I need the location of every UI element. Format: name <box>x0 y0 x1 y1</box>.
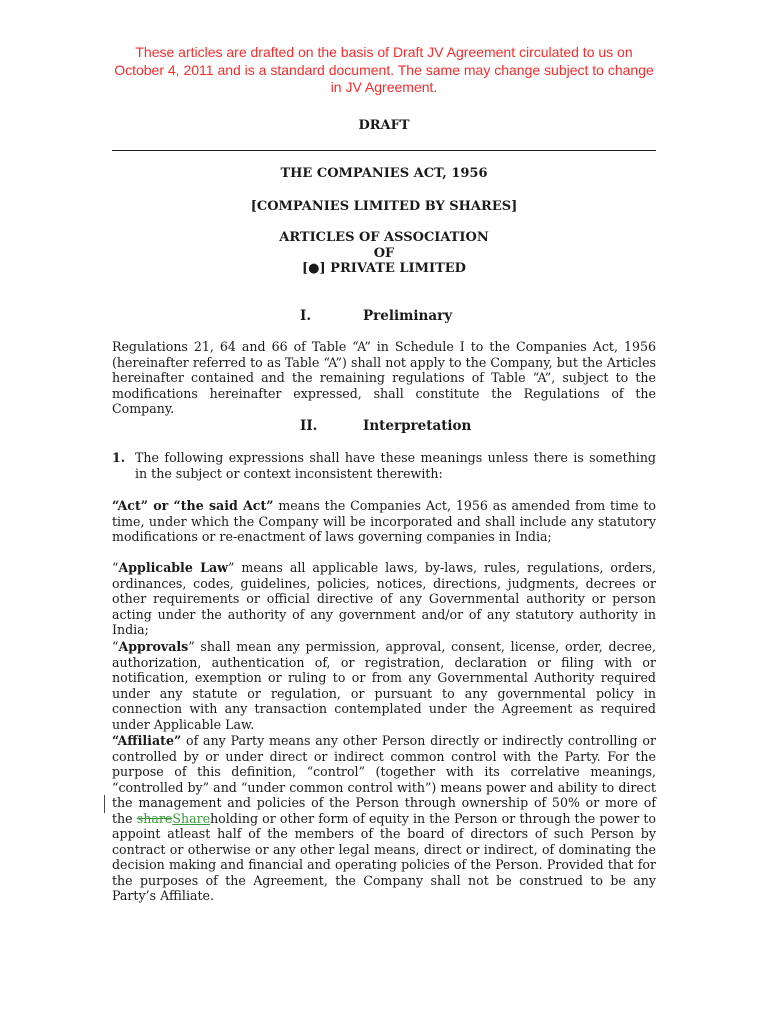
definition-applicable-law <box>112 560 656 638</box>
clause-number: 1. <box>112 450 126 465</box>
act-title: THE COMPANIES ACT, 1956 <box>280 166 488 181</box>
definition-text: ” means all applicable laws, by-laws, rules, regulations, orders, ordinances, codes, guidelines, policies, notices, directions, judgments, decrees or other requirements or official directive of any Governmental authority or person acting under the authority of any government and/or of any statutory authority in India; <box>112 560 657 637</box>
draft-note: These articles are drafted on the basis of Draft JV Agreement circulated to us on October 4, 2011 and is a standard document. The same may change subject to change in JV Agreement. <box>114 44 654 95</box>
definition-text-before: of any Party means any other Person directly or indirectly controlling or controlled by or under direct or indirect common control with the Party. For the purpose of this definition, “control” (together with its correlative meanings, “controlled by” and “under common control with”) means power and ability to direct the management and policies of the Person through ownership of 50% or more of the <box>112 733 656 826</box>
definition-term: Applicable Law <box>118 560 229 575</box>
articles-title-line1: ARTICLES OF ASSOCIATION <box>279 230 489 245</box>
definition-text: ” shall mean any permission, approval, consent, license, order, decree, authorization, authentication of, or registration, declaration or filing with or notification, exemption or ruling to or from any Governmental Authority required under any statute or regulation, or pursuant to any governmental policy in connection with any transaction contemplated under the Agreement as required under Applicable Law. <box>112 639 656 732</box>
clause-text: The following expressions shall have these meanings unless there is something in the subject or context inconsistent therewith: <box>135 450 656 481</box>
header-divider <box>112 150 656 151</box>
draft-label: DRAFT <box>358 118 410 133</box>
quote-open: “ <box>112 639 119 654</box>
definition-term: “Act” or “the said Act” <box>112 498 274 513</box>
preliminary-paragraph: Regulations 21, 64 and 66 of Table “A” in Schedule I to the Companies Act, 1956 (hereinafter referred to as Table “A”) shall not apply to the Company, but the Articles hereinafter contained and the remaining regulations of Table “A”, subject to the modifications hereinafter expressed, shall constitute the Regulations of the Company. <box>112 339 656 416</box>
section-number: I. <box>300 308 312 324</box>
definition-affiliate <box>112 733 656 904</box>
definition-text: means the Companies Act, 1956 as amended from time to time, under which the Company will be incorporated and shall include any statutory modifications or re-enactment of laws governing companies in India; <box>112 498 656 544</box>
clause-1 <box>112 450 656 481</box>
change-bar <box>104 795 105 813</box>
articles-title-line3: [●] PRIVATE LIMITED <box>302 261 466 276</box>
articles-title <box>112 230 656 277</box>
company-type: [COMPANIES LIMITED BY SHARES] <box>250 199 518 214</box>
quote-open: “ <box>112 560 119 575</box>
tracked-deletion: share <box>136 810 173 826</box>
definition-term: “Affiliate” <box>112 733 182 748</box>
tracked-insertion: Share <box>172 810 211 826</box>
section-title: Interpretation <box>363 418 472 434</box>
articles-title-line2: OF <box>373 245 395 261</box>
definition-act <box>112 498 656 545</box>
definition-approvals <box>112 639 656 732</box>
definition-term: Approvals <box>118 639 189 654</box>
section-number: II. <box>300 418 318 434</box>
definition-text-after: holding or other form of equity in the Person or through the power to appoint atleast half of the members of the board of directors of such Person by contract or otherwise or any other legal means, direct or indirect, of dominating the decision making and financial and operating policies of the Person. Provided that for the purposes of the Agreement, the Company shall not be construed to be any Party’s Affiliate. <box>112 810 656 903</box>
section-title: Preliminary <box>363 308 453 324</box>
